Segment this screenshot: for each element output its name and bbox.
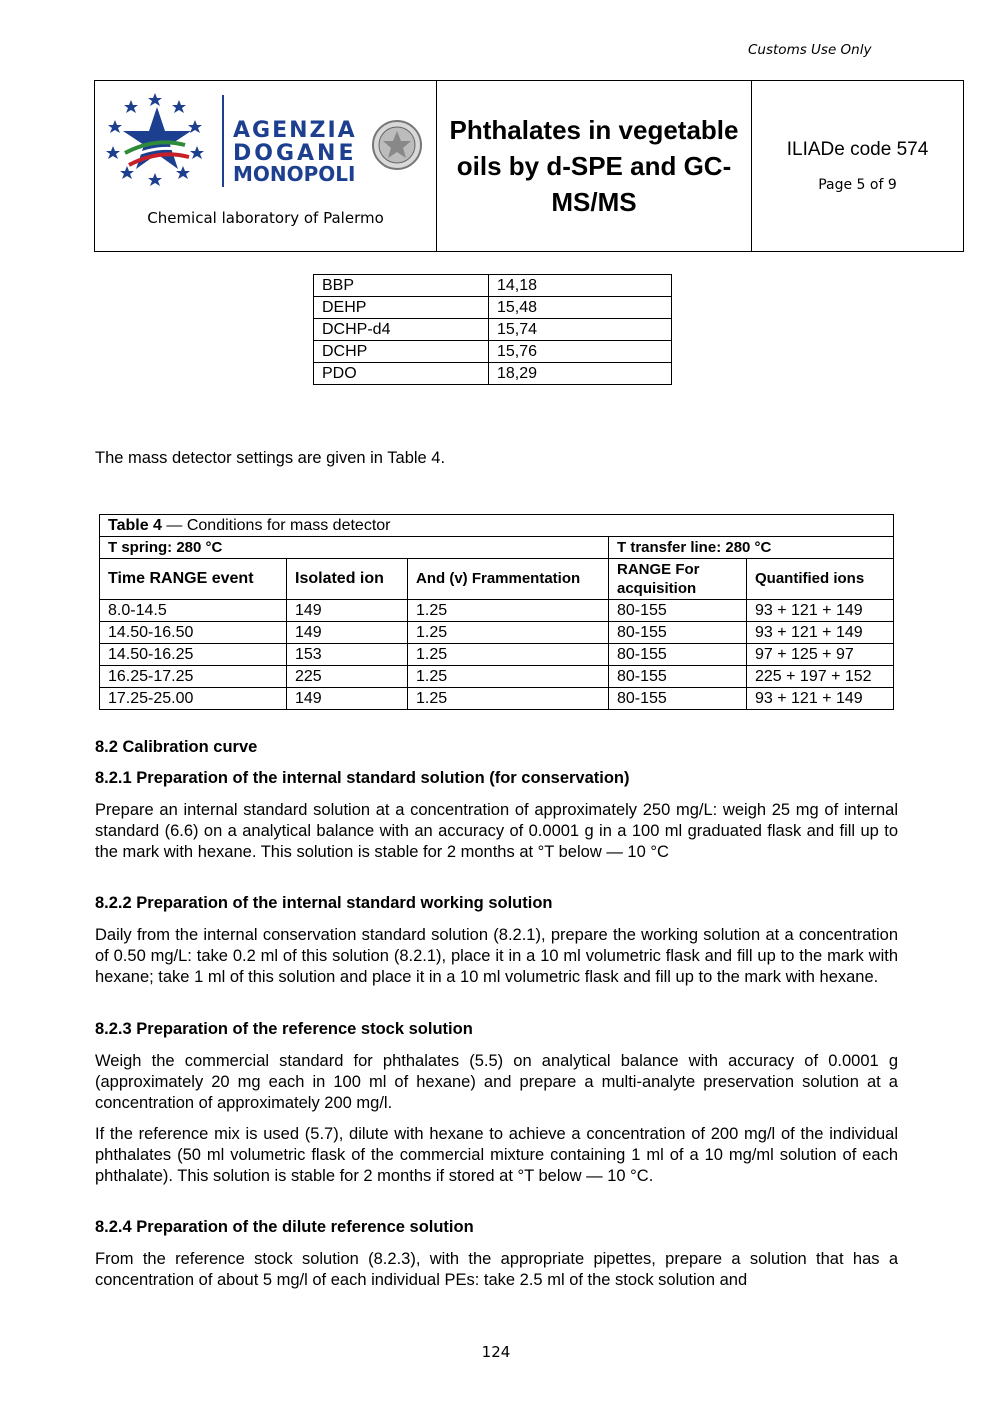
agency-logo [105, 87, 425, 207]
table-cell: 1.25 [408, 644, 609, 666]
table-cell: 225 + 197 + 152 [747, 666, 894, 688]
table-cell: 149 [287, 688, 408, 710]
col-header: Quantified ions [747, 559, 894, 600]
col-header: Time RANGE event [100, 559, 287, 600]
iliade-code: ILIADe code 574 [786, 139, 929, 160]
table-cell: 1.25 [408, 666, 609, 688]
section-8-2-2-text: Daily from the internal conservation standard solution (8.2.1), prepare the working solution at a concentration of 0.50 mg/L: take 0.2 ml of this solution (8.2.1), place it in a 10 ml volumetric flask and fill up to the mark with hexane; take 1 ml of this solution and place it in a 10 ml volumetric flask and fill up to the mark with hexane. [95, 926, 898, 986]
t-spring: T spring: 280 °C [100, 537, 609, 559]
table-4-caption [100, 515, 894, 537]
compound-cell: DCHP-d4 [314, 319, 489, 341]
logo-word-2: DOGANE [233, 141, 357, 166]
table-cell: 153 [287, 644, 408, 666]
table-cell: 1.25 [408, 688, 609, 710]
logo-word-1: AGENZIA [233, 118, 357, 143]
document-title [450, 112, 739, 220]
table-cell: 80-155 [609, 666, 747, 688]
section-8-2-3-text-a: Weigh the commercial standard for phthalates (5.5) on analytical balance with accuracy of 0.0001 g (approximately 20 mg each in 100 ml of hexane) and prepare a multi-analyte preservation solution at a concentration of approximately 200 mg/l. [95, 1052, 898, 1112]
table-cell: 80-155 [609, 688, 747, 710]
table-cell: 149 [287, 622, 408, 644]
table-cell: 80-155 [609, 600, 747, 622]
section-8-2-2-heading: 8.2.2 Preparation of the internal standard working solution [95, 894, 553, 912]
page-number: 124 [481, 1343, 511, 1361]
table-row [314, 363, 672, 385]
intro-text: The mass detector settings are given in Table 4. [95, 449, 446, 467]
col-header: RANGE For acquisition [609, 559, 747, 600]
retention-time-cell: 15,76 [489, 341, 672, 363]
table-row [100, 644, 894, 666]
table-cell: 17.25-25.00 [100, 688, 287, 710]
table-cell: 1.25 [408, 622, 609, 644]
section-8-2-1-heading: 8.2.1 Preparation of the internal standard solution (for conservation) [95, 769, 630, 787]
retention-time-table [313, 274, 672, 385]
document-header [94, 80, 964, 252]
table-cell: 8.0-14.5 [100, 600, 287, 622]
compound-cell: BBP [314, 275, 489, 297]
retention-time-cell: 15,48 [489, 297, 672, 319]
central-star-icon [123, 107, 191, 169]
table-4-mass-detector [99, 514, 894, 710]
table-cell: 80-155 [609, 622, 747, 644]
table-cell: 93 + 121 + 149 [747, 688, 894, 710]
table-cell: 14.50-16.25 [100, 644, 287, 666]
header-logo-cell [95, 81, 437, 251]
section-8-2-4-text: From the reference stock solution (8.2.3), with the appropriate pipettes, prepare a solution that has a concentration of about 5 mg/l of each individual PEs: take 2.5 ml of the stock solution and [95, 1250, 898, 1289]
title-line: Phthalates in vegetable [449, 115, 739, 145]
table-cell: 97 + 125 + 97 [747, 644, 894, 666]
table-cell: 93 + 121 + 149 [747, 600, 894, 622]
section-8-2-4-heading: 8.2.4 Preparation of the dilute reference solution [95, 1218, 474, 1236]
table-row [314, 319, 672, 341]
table-cell: 149 [287, 600, 408, 622]
table-row [100, 600, 894, 622]
table-cell: 16.25-17.25 [100, 666, 287, 688]
col-header: And (v) Frammentation [408, 559, 609, 600]
customs-label: Customs Use Only [748, 42, 872, 58]
table-cell: 225 [287, 666, 408, 688]
t-transfer: T transfer line: 280 °C [609, 537, 894, 559]
header-title-cell [437, 81, 752, 251]
retention-time-cell: 14,18 [489, 275, 672, 297]
table-cell: 1.25 [408, 600, 609, 622]
table-row [314, 341, 672, 363]
table-caption-text: — Conditions for mass detector [161, 516, 391, 534]
retention-time-cell: 15,74 [489, 319, 672, 341]
table-caption-label: Table 4 [108, 516, 162, 534]
page-indicator: Page 5 of 9 [818, 177, 897, 193]
section-8-2-heading: 8.2 Calibration curve [95, 738, 258, 756]
table-cell: 80-155 [609, 644, 747, 666]
title-line: oils by d-SPE and GC- [456, 151, 732, 181]
lab-name: Chemical laboratory of Palermo [147, 209, 384, 227]
section-8-2-1-text: Prepare an internal standard solution at a concentration of approximately 250 mg/L: weigh 25 mg of internal standard (6.6) on a analytical balance with an accuracy of 0.0001 g in a 100 ml graduated flask and fill up to the mark with hexane. This solution is stable for 2 months at °T below — 10 °C [95, 801, 898, 861]
table-row [100, 622, 894, 644]
compound-cell: PDO [314, 363, 489, 385]
section-8-2-3-text-b: If the reference mix is used (5.7), dilute with hexane to achieve a concentration of 200 mg/l of the individual phthalates (50 ml volumetric flask of the commercial mixture containing 1 ml of a 10 mg/ml solution of each phthalate). This solution is stable for 2 months if stored at °T below — 10 °C. [95, 1125, 898, 1185]
header-code-cell [752, 81, 963, 251]
col-header: Isolated ion [287, 559, 408, 600]
table-row [314, 275, 672, 297]
retention-time-cell: 18,29 [489, 363, 672, 385]
republic-emblem-icon [373, 121, 421, 169]
table-cell: 93 + 121 + 149 [747, 622, 894, 644]
table-row [100, 688, 894, 710]
table-row [314, 297, 672, 319]
compound-cell: DCHP [314, 341, 489, 363]
table-row [100, 666, 894, 688]
section-8-2-3-heading: 8.2.3 Preparation of the reference stock solution [95, 1020, 473, 1038]
logo-word-3: MONOPOLI [233, 162, 356, 186]
title-line: MS/MS [551, 187, 637, 217]
table-cell: 14.50-16.50 [100, 622, 287, 644]
compound-cell: DEHP [314, 297, 489, 319]
